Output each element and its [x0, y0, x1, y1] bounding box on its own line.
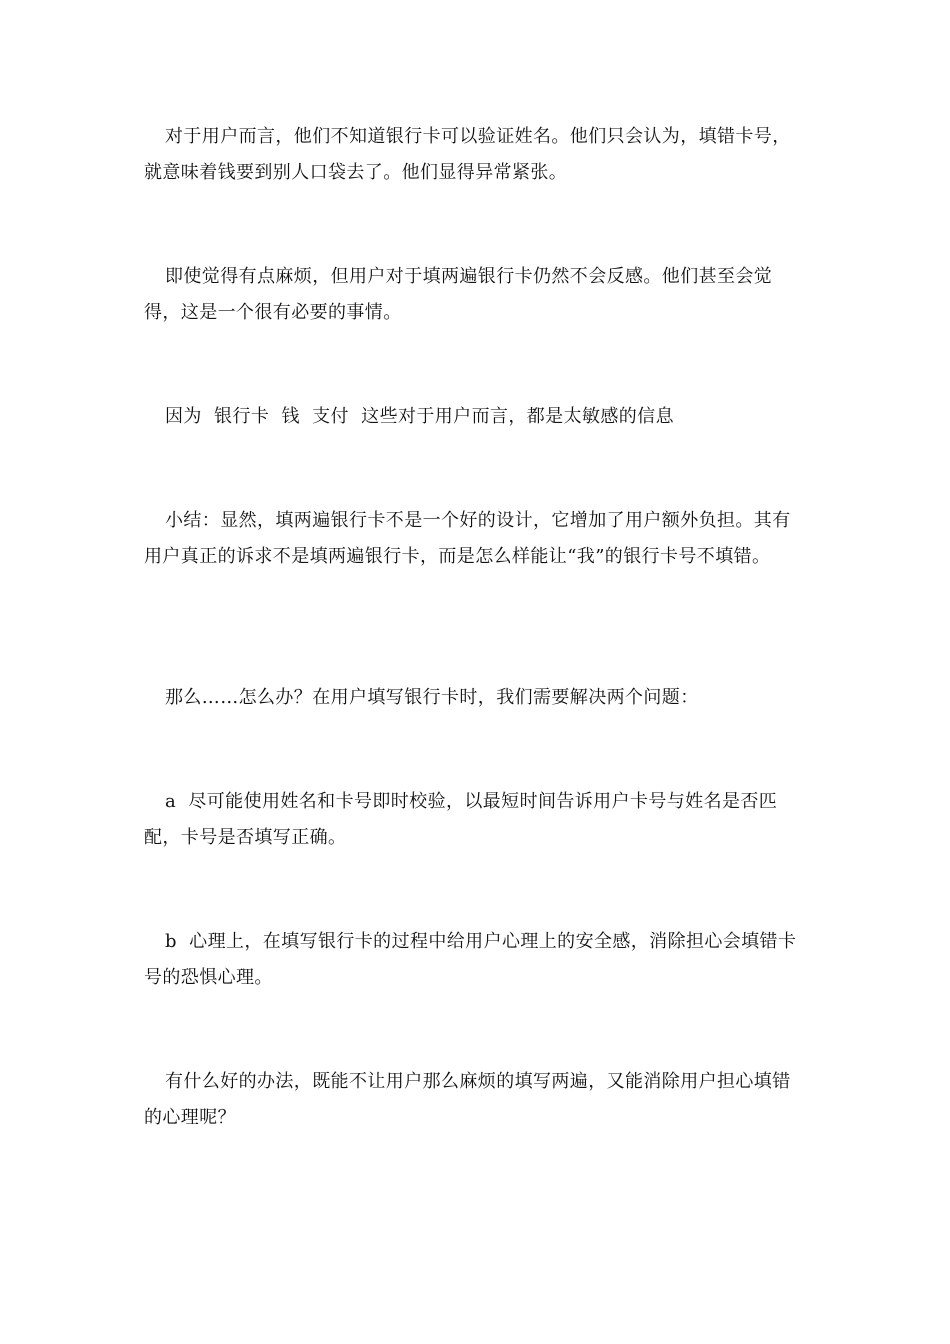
paragraph-5: 那么……怎么办？在用户填写银行卡时，我们需要解决两个问题：: [165, 687, 699, 708]
paragraph-4: 小结：显然，填两遍银行卡不是一个好的设计，它增加了用户额外负担。其有用户真正的诉求不是填两遍银行卡，而是怎么样能让“我”的银行卡号不填错。: [144, 510, 791, 567]
paragraph-6: a 尽可能使用姓名和卡号即时校验，以最短时间告诉用户卡号与姓名是否匹配，卡号是否填写正确。: [144, 791, 778, 848]
paragraph-7: b 心理上，在填写银行卡的过程中给用户心理上的安全感，消除担心会填错卡号的恐惧心理。: [144, 931, 797, 988]
paragraph-2: 即使觉得有点麻烦，但用户对于填两遍银行卡仍然不会反感。他们甚至会觉得，这是一个很有必要的事情。: [144, 266, 773, 323]
paragraph-3: 因为 银行卡 钱 支付 这些对于用户而言，都是太敏感的信息: [165, 406, 674, 427]
paragraph-8: 有什么好的办法，既能不让用户那么麻烦的填写两遍，又能消除用户担心填错的心理呢？: [144, 1071, 791, 1128]
paragraph-1: 对于用户而言，他们不知道银行卡可以验证姓名。他们只会认为，填错卡号，就意味着钱要到别人口袋去了。他们显得异常紧张。: [144, 126, 791, 183]
